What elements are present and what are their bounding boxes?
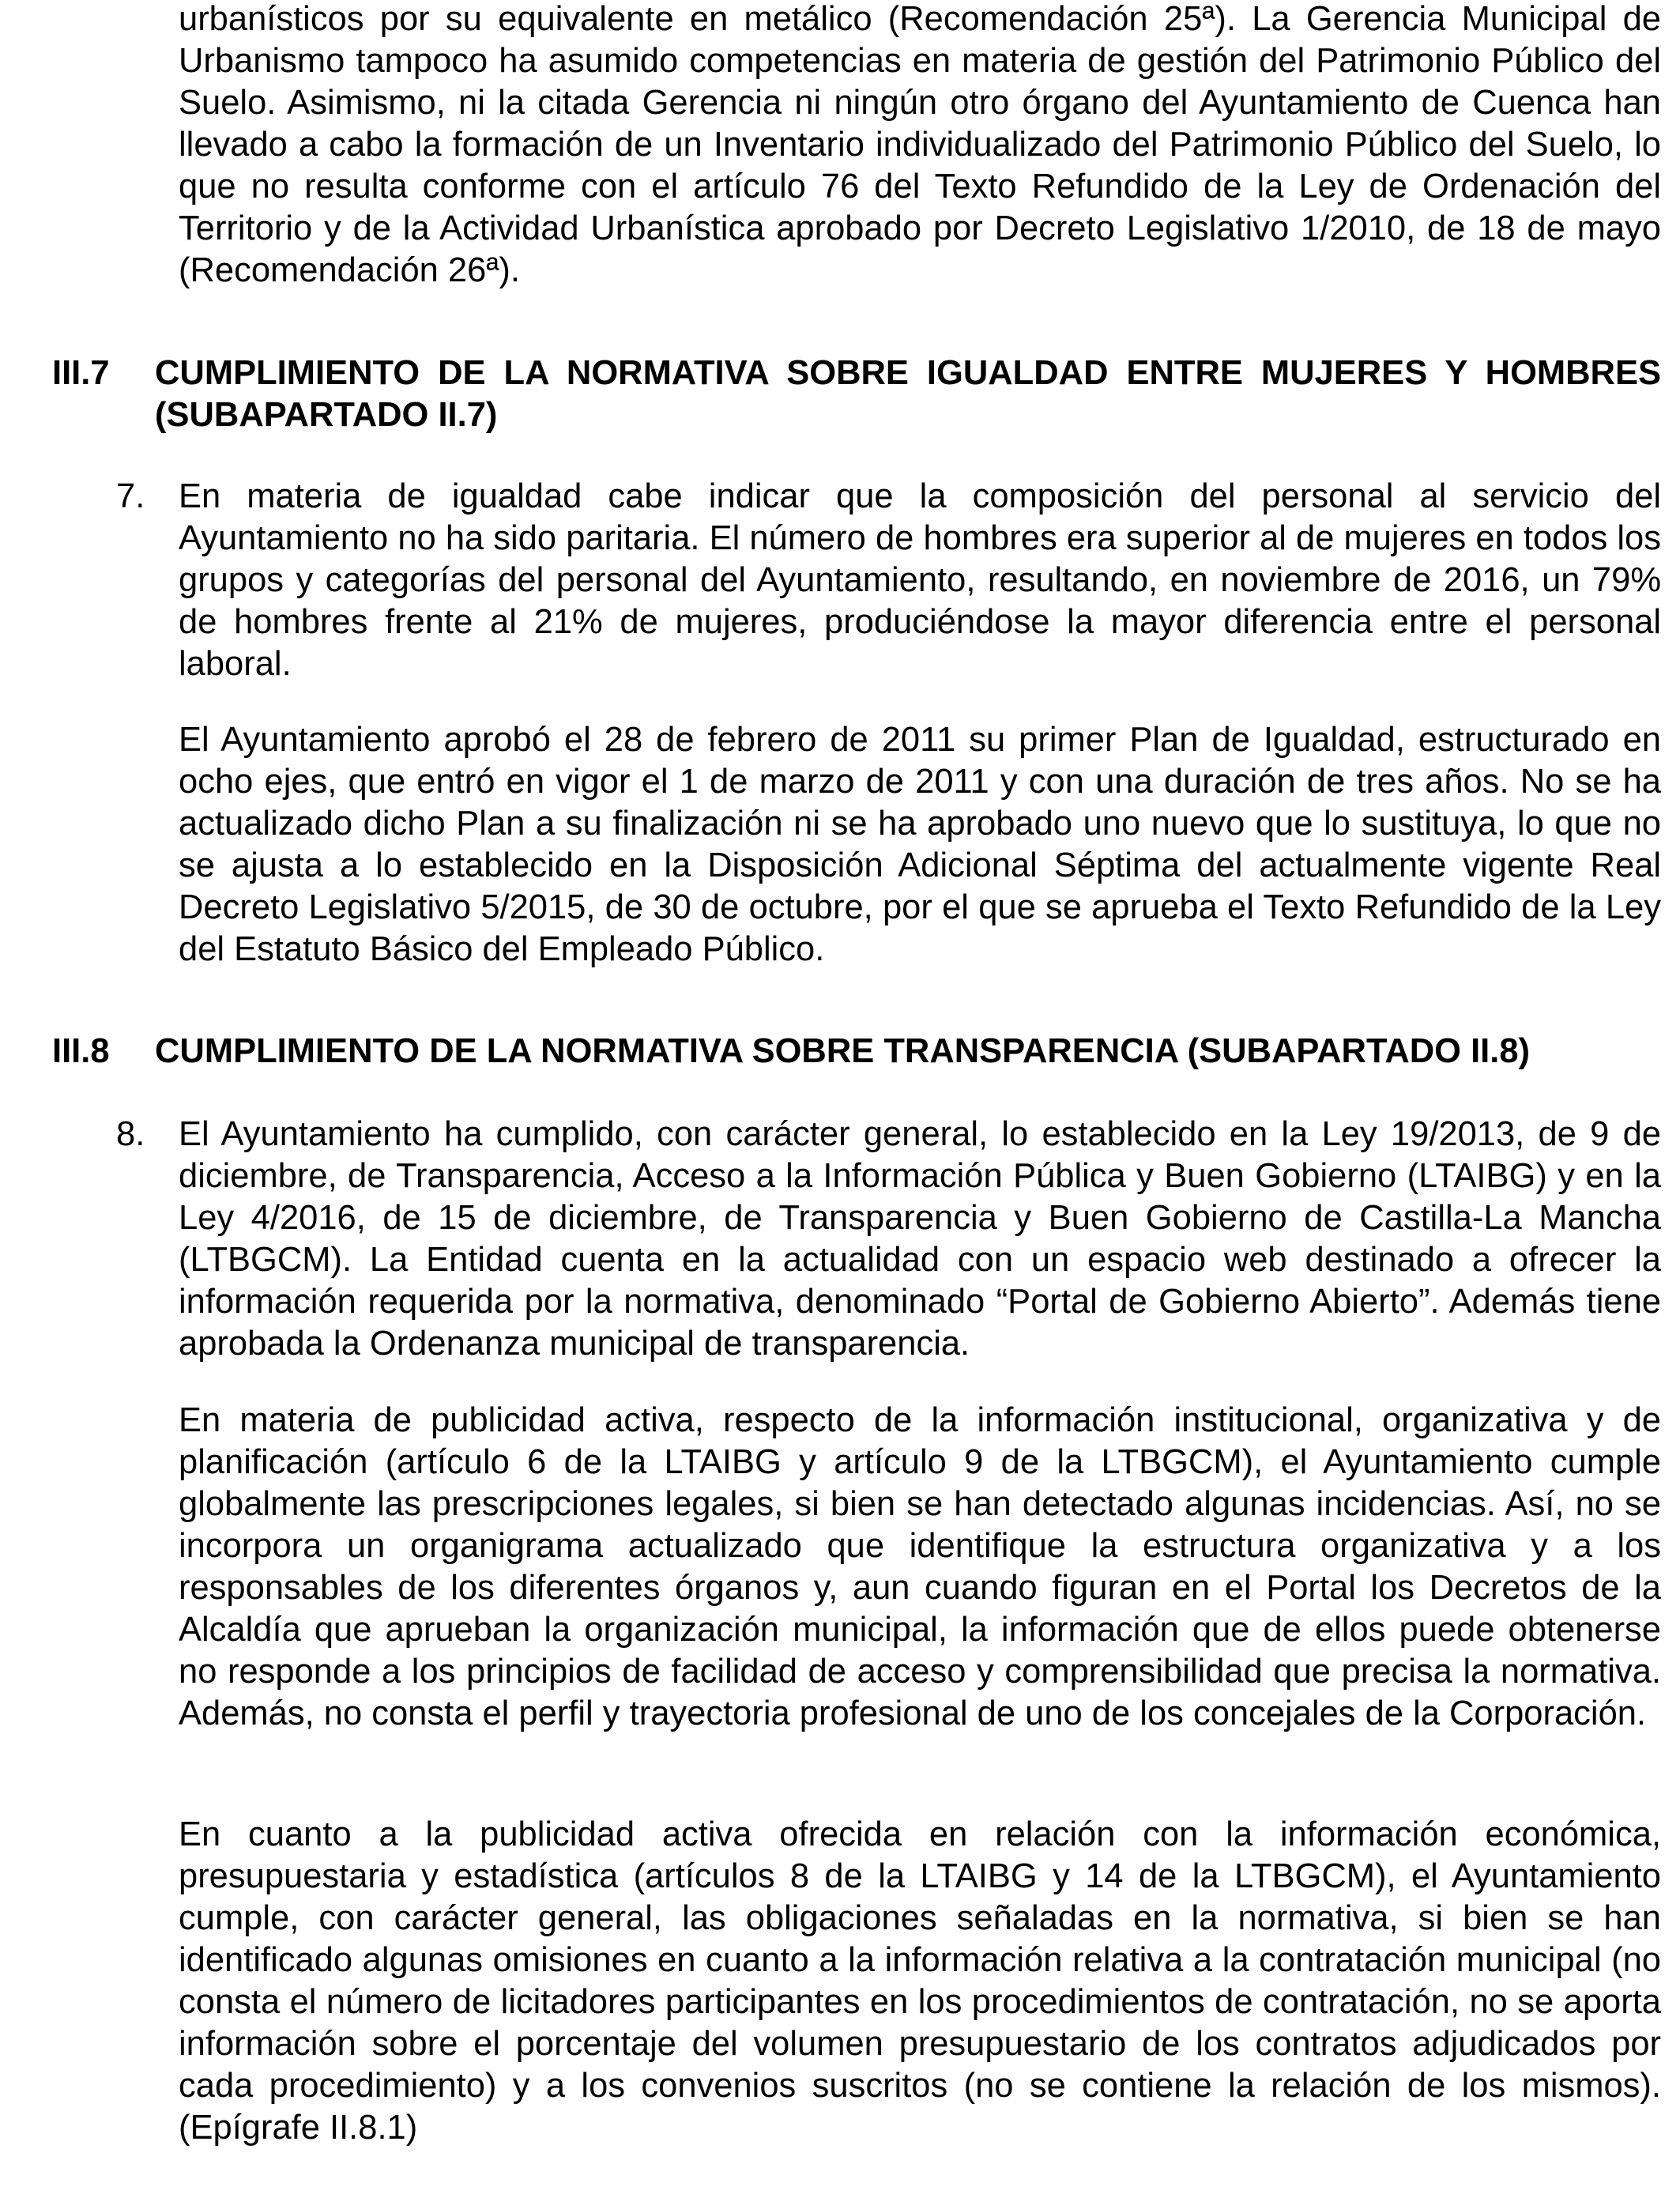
section-8-paragraph-1: El Ayuntamiento ha cumplido, con carácter general, lo establecido en la Ley 19/2013, de 9 de diciembre, de Transparencia, Acceso a la Información Pública y Buen Gobierno (LTAIBG) y en la Ley 4/2016, de 15 de diciembre, de Transparencia y Buen Gobierno de Castilla-La Mancha (LTBGCM). La Entidad cuenta en la actualidad con un espacio web destinado a ofrecer la información requerida por la normativa, denominado “Portal de Gobierno Abierto”. Además tiene aprobada la Ordenanza municipal de transparencia. xyxy=(179,1115,1661,1363)
section-7-paragraph-2: El Ayuntamiento aprobó el 28 de febrero de 2011 su primer Plan de Igualdad, estructurado en ocho ejes, que entró en vigor el 1 de marzo de 2011 y con una duración de tres años. No se ha actualizado dicho Plan a su finalización ni se ha aprobado uno nuevo que lo sustituya, lo que no se ajusta a lo establecido en la Disposición Adicional Séptima del actualmente vigente Real Decreto Legislativo 5/2015, de 30 de octubre, por el que se aprueba el Texto Refundido de la Ley del Estatuto Básico del Empleado Público. xyxy=(179,721,1661,968)
item-number: 8. xyxy=(116,1115,145,1153)
section-number: III.8 xyxy=(52,1032,110,1070)
section-heading-iii7 xyxy=(52,352,1661,436)
section-title: CUMPLIMIENTO DE LA NORMATIVA SOBRE IGUALDAD ENTRE MUJERES Y HOMBRES (SUBAPARTADO II.7) xyxy=(155,354,1661,434)
section-title: CUMPLIMIENTO DE LA NORMATIVA SOBRE TRANSPARENCIA (SUBAPARTADO II.8) xyxy=(155,1032,1530,1070)
item-number: 7. xyxy=(116,477,145,515)
section-8-paragraph-3: En cuanto a la publicidad activa ofrecida en relación con la información económica, presupuestaria y estadística (artículos 8 de la LTAIBG y 14 de la LTBGCM), el Ayuntamiento cumple, con carácter general, las obligaciones señaladas en la normativa, si bien se han identificado algunas omisiones en cuanto a la información relativa a la contratación municipal (no consta el número de licitadores participantes en los procedimientos de contratación, no se aporta información sobre el porcentaje del volumen presupuestario de los contratos adjudicados por cada procedimiento) y a los convenios suscritos (no se contiene la relación de los mismos). (Epígrafe II.8.1) xyxy=(179,1815,1661,2147)
intro-paragraph: urbanísticos por su equivalente en metálico (Recomendación 25ª). La Gerencia Municipal de Urbanismo tampoco ha asumido competencias en materia de gestión del Patrimonio Público del Suelo. Asimismo, ni la citada Gerencia ni ningún otro órgano del Ayuntamiento de Cuenca han llevado a cabo la formación de un Inventario individualizado del Patrimonio Público del Suelo, lo que no resulta conforme con el artículo 76 del Texto Refundido de la Ley de Ordenación del Territorio y de la Actividad Urbanística aprobado por Decreto Legislativo 1/2010, de 18 de mayo (Recomendación 26ª). xyxy=(179,0,1661,289)
section-8-paragraph-2: En materia de publicidad activa, respecto de la información institucional, organizativa y de planificación (artículo 6 de la LTAIBG y artículo 9 de la LTBGCM), el Ayuntamiento cumple globalmente las prescripciones legales, si bien se han detectado algunas incidencias. Así, no se incorpora un organigrama actualizado que identifique la estructura organizativa y a los responsables de los diferentes órganos y, aun cuando figuran en el Portal los Decretos de la Alcaldía que aprueban la organización municipal, la información que de ellos puede obtenerse no responde a los principios de facilidad de acceso y comprensibilidad que precisa la normativa. Además, no consta el perfil y trayectoria profesional de uno de los concejales de la Corporación. xyxy=(179,1401,1661,1732)
section-number: III.7 xyxy=(52,354,110,392)
section-7-paragraph-1: En materia de igualdad cabe indicar que la composición del personal al servicio del Ayuntamiento no ha sido paritaria. El número de hombres era superior al de mujeres en todos los grupos y categorías del personal del Ayuntamiento, resultando, en noviembre de 2016, un 79% de hombres frente al 21% de mujeres, produciéndose la mayor diferencia entre el personal laboral. xyxy=(179,477,1661,683)
section-heading-iii8 xyxy=(52,1031,1661,1072)
